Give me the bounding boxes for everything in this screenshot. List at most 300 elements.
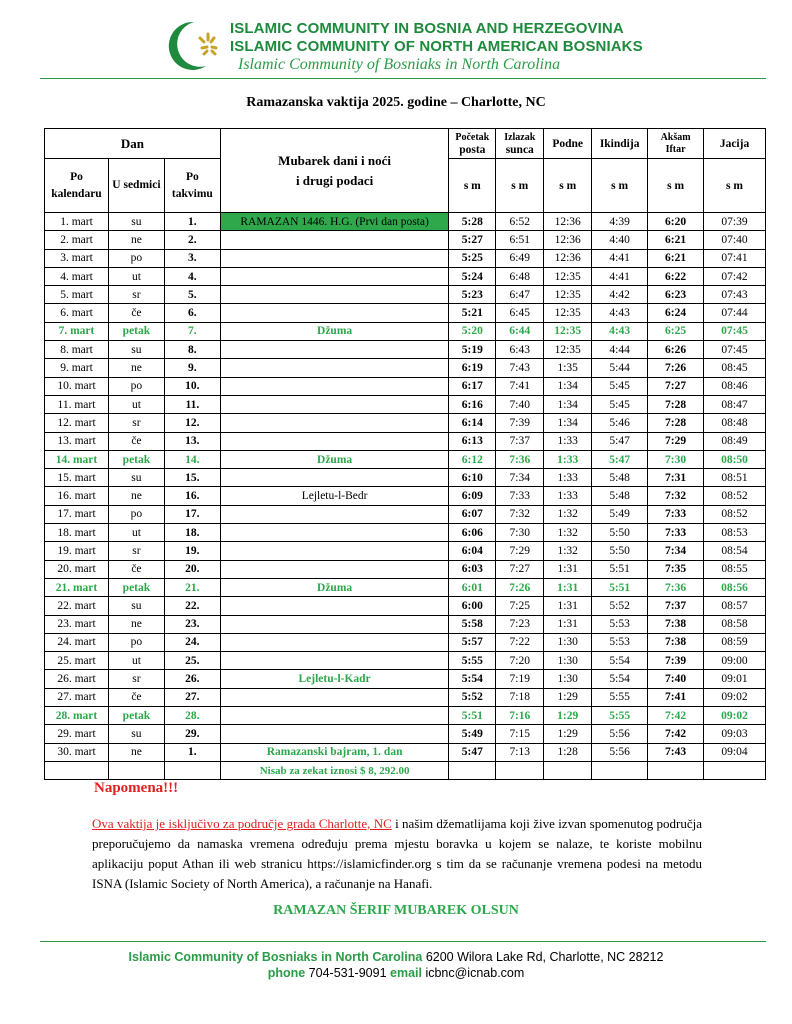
podne-cell: 1:29 [544,725,592,743]
sunrise-cell: 7:33 [496,487,544,505]
sunrise-cell: 7:29 [496,542,544,560]
table-row [45,213,766,231]
jacija-cell: 08:51 [704,469,766,487]
ikindija-cell: 5:50 [592,524,648,542]
header-u-sedmici: U sedmici [108,159,164,213]
sehur-cell: 5:58 [449,615,496,633]
takvim-cell: 6. [164,304,220,322]
aksam-cell: 7:33 [648,505,704,523]
sunrise-cell: 6:47 [496,286,544,304]
podne-cell: 1:31 [544,615,592,633]
takvim-cell: 27. [164,688,220,706]
jacija-cell: 08:54 [704,542,766,560]
event-cell [220,707,448,725]
podne-cell: 1:29 [544,688,592,706]
jacija-cell: 07:44 [704,304,766,322]
footer-phone: 704-531-9091 [305,966,390,980]
sunrise-cell: 6:49 [496,249,544,267]
weekday-cell: ne [108,359,164,377]
sunrise-cell: 6:52 [496,213,544,231]
podne-cell: 12:35 [544,267,592,285]
takvim-cell: 7. [164,322,220,340]
table-row [45,633,766,651]
weekday-cell: ne [108,487,164,505]
weekday-cell: petak [108,450,164,468]
event-cell [220,688,448,706]
podne-cell: 1:35 [544,359,592,377]
nisab-empty-3 [164,761,220,779]
podne-cell: 12:36 [544,249,592,267]
ikindija-cell: 5:53 [592,633,648,651]
aksam-cell: 7:38 [648,633,704,651]
jacija-cell: 08:52 [704,487,766,505]
jacija-cell: 09:02 [704,707,766,725]
nisab-empty-5 [496,761,544,779]
nisab-empty-9 [704,761,766,779]
takvim-cell: 21. [164,578,220,596]
sehur-cell: 6:06 [449,524,496,542]
sehur-cell: 5:21 [449,304,496,322]
sehur-cell: 6:10 [449,469,496,487]
takvim-cell: 20. [164,560,220,578]
takvim-cell: 8. [164,341,220,359]
footer-address: 6200 Wilora Lake Rd, Charlotte, NC 28212 [422,950,664,964]
jacija-cell: 09:01 [704,670,766,688]
event-cell [220,231,448,249]
event-cell [220,359,448,377]
jacija-cell: 09:00 [704,652,766,670]
jacija-cell: 08:49 [704,432,766,450]
table-row [45,304,766,322]
header-ikindija: Ikindija [592,129,648,159]
table-row [45,743,766,761]
crescent-logo-icon [156,16,226,74]
event-cell [220,469,448,487]
table-row [45,597,766,615]
takvim-cell: 23. [164,615,220,633]
sehur-cell: 6:14 [449,414,496,432]
takvim-cell: 1. [164,213,220,231]
podne-cell: 1:29 [544,707,592,725]
weekday-cell: sr [108,286,164,304]
event-cell [220,652,448,670]
aksam-cell: 7:33 [648,524,704,542]
weekday-cell: po [108,249,164,267]
jacija-cell: 08:57 [704,597,766,615]
letterhead [150,14,650,74]
table-row [45,578,766,596]
weekday-cell: če [108,560,164,578]
takvim-cell: 14. [164,450,220,468]
weekday-cell: petak [108,322,164,340]
event-cell: Lejletu-l-Bedr [220,487,448,505]
header-izlazak [496,129,544,159]
closing-greeting: RAMAZAN ŠERIF MUBAREK OLSUN [273,903,519,918]
ikindija-cell: 5:51 [592,578,648,596]
table-row [45,341,766,359]
header-sm-6: s m [704,159,766,213]
event-cell [220,615,448,633]
weekday-cell: če [108,688,164,706]
sehur-cell: 5:47 [449,743,496,761]
sehur-cell: 5:19 [449,341,496,359]
weekday-cell: petak [108,707,164,725]
footer-org: Islamic Community of Bosniaks in North Carolina [128,950,423,964]
vaktija-table [44,128,766,780]
sehur-cell: 6:09 [449,487,496,505]
weekday-cell: ne [108,231,164,249]
org-name-line2: ISLAMIC COMMUNITY OF NORTH AMERICAN BOSNIAKS [230,38,643,55]
weekday-cell: ut [108,395,164,413]
podne-cell: 1:30 [544,652,592,670]
sunrise-cell: 7:22 [496,633,544,651]
podne-cell: 12:36 [544,231,592,249]
sunrise-cell: 7:30 [496,524,544,542]
header-divider [40,78,766,79]
takvim-cell: 19. [164,542,220,560]
event-cell [220,542,448,560]
sehur-cell: 5:25 [449,249,496,267]
aksam-cell: 6:21 [648,249,704,267]
weekday-cell: sr [108,414,164,432]
sunrise-cell: 7:34 [496,469,544,487]
aksam-cell: 7:37 [648,597,704,615]
header-izlazak-l1: Izlazak [504,131,536,143]
table-row [45,670,766,688]
sunrise-cell: 7:26 [496,578,544,596]
sehur-cell: 5:52 [449,688,496,706]
event-cell [220,395,448,413]
table-row [45,414,766,432]
podne-cell: 1:30 [544,670,592,688]
jacija-cell: 08:47 [704,395,766,413]
header-dan: Dan [45,129,221,159]
takvim-cell: 24. [164,633,220,651]
table-row [45,450,766,468]
weekday-cell: ne [108,743,164,761]
ikindija-cell: 5:49 [592,505,648,523]
weekday-cell: sr [108,670,164,688]
table-row [45,359,766,377]
header-po-takvimu: Po takvimu [164,159,220,213]
event-cell [220,432,448,450]
ikindija-cell: 5:47 [592,432,648,450]
date-cell: 1. mart [45,213,109,231]
jacija-cell: 08:58 [704,615,766,633]
date-cell: 10. mart [45,377,109,395]
ikindija-cell: 5:56 [592,743,648,761]
date-cell: 2. mart [45,231,109,249]
event-cell: Ramazanski bajram, 1. dan [220,743,448,761]
event-cell: Džuma [220,450,448,468]
takvim-cell: 1. [164,743,220,761]
jacija-cell: 08:48 [704,414,766,432]
event-cell: RAMAZAN 1446. H.G. (Prvi dan posta) [220,213,448,231]
aksam-cell: 6:23 [648,286,704,304]
ikindija-cell: 4:44 [592,341,648,359]
ikindija-cell: 5:56 [592,725,648,743]
aksam-cell: 7:43 [648,743,704,761]
podne-cell: 1:32 [544,524,592,542]
header-pocetak-l2: posta [459,143,486,156]
ikindija-cell: 5:53 [592,615,648,633]
aksam-cell: 7:39 [648,652,704,670]
table-row [45,560,766,578]
table-row [45,286,766,304]
sunrise-cell: 6:44 [496,322,544,340]
event-cell [220,414,448,432]
date-cell: 19. mart [45,542,109,560]
table-row [45,469,766,487]
nisab-note: Nisab za zekat iznosi $ 8, 292.00 [220,761,448,779]
podne-cell: 1:31 [544,597,592,615]
header-aksam-l2: Iftar [665,143,686,155]
table-row [45,707,766,725]
sunrise-cell: 7:41 [496,377,544,395]
sehur-cell: 6:17 [449,377,496,395]
jacija-cell: 08:50 [704,450,766,468]
footer-address-line [0,950,792,964]
weekday-cell: po [108,505,164,523]
aksam-cell: 6:20 [648,213,704,231]
table-row [45,725,766,743]
podne-cell: 1:33 [544,469,592,487]
table-row [45,688,766,706]
takvim-cell: 13. [164,432,220,450]
sehur-cell: 6:04 [449,542,496,560]
sunrise-cell: 7:23 [496,615,544,633]
header-sm-3: s m [544,159,592,213]
event-cell [220,377,448,395]
sehur-cell: 5:54 [449,670,496,688]
weekday-cell: su [108,469,164,487]
takvim-cell: 5. [164,286,220,304]
sehur-cell: 5:51 [449,707,496,725]
podne-cell: 1:32 [544,542,592,560]
podne-cell: 1:33 [544,450,592,468]
weekday-cell: su [108,341,164,359]
sunrise-cell: 7:19 [496,670,544,688]
note-lead: Ova vaktija je isključivo za područje grada Charlotte, NC [92,816,392,831]
aksam-cell: 7:41 [648,688,704,706]
date-cell: 29. mart [45,725,109,743]
sunrise-cell: 7:36 [496,450,544,468]
takvim-cell: 26. [164,670,220,688]
ikindija-cell: 5:55 [592,707,648,725]
weekday-cell: su [108,213,164,231]
podne-cell: 12:35 [544,341,592,359]
weekday-cell: če [108,432,164,450]
podne-cell: 1:31 [544,560,592,578]
aksam-cell: 7:26 [648,359,704,377]
nisab-empty-8 [648,761,704,779]
ikindija-cell: 5:48 [592,469,648,487]
header-mubarek-line1: Mubarek dani i noći [278,152,391,168]
date-cell: 26. mart [45,670,109,688]
jacija-cell: 08:59 [704,633,766,651]
podne-cell: 1:34 [544,414,592,432]
jacija-cell: 08:53 [704,524,766,542]
event-cell: Džuma [220,578,448,596]
jacija-cell: 08:45 [704,359,766,377]
table-row [45,487,766,505]
header-pocetak [449,129,496,159]
ikindija-cell: 5:54 [592,670,648,688]
aksam-cell: 7:27 [648,377,704,395]
podne-cell: 1:34 [544,377,592,395]
date-cell: 27. mart [45,688,109,706]
aksam-cell: 7:28 [648,414,704,432]
ikindija-cell: 5:44 [592,359,648,377]
takvim-cell: 11. [164,395,220,413]
jacija-cell: 09:03 [704,725,766,743]
takvim-cell: 17. [164,505,220,523]
date-cell: 18. mart [45,524,109,542]
table-row [45,395,766,413]
weekday-cell: ut [108,652,164,670]
ikindija-cell: 5:51 [592,560,648,578]
nisab-empty-4 [449,761,496,779]
header-sm-1: s m [449,159,496,213]
footer-contact-line [0,966,792,980]
event-cell [220,249,448,267]
org-name-line1: ISLAMIC COMMUNITY IN BOSNIA AND HERZEGOVINA [230,20,624,37]
podne-cell: 1:31 [544,578,592,596]
weekday-cell: ne [108,615,164,633]
weekday-cell: su [108,597,164,615]
aksam-cell: 7:35 [648,560,704,578]
weekday-cell: petak [108,578,164,596]
header-izlazak-l2: sunca [505,143,534,156]
date-cell: 6. mart [45,304,109,322]
header-mubarek-line2: i drugi podaci [295,172,374,188]
footer-email-label: email [390,966,422,980]
ikindija-cell: 4:42 [592,286,648,304]
date-cell: 17. mart [45,505,109,523]
sehur-cell: 6:03 [449,560,496,578]
header-aksam [648,129,704,159]
vaktija-rows [45,213,766,762]
weekday-cell: sr [108,542,164,560]
sehur-cell: 5:20 [449,322,496,340]
jacija-cell: 08:52 [704,505,766,523]
date-cell: 15. mart [45,469,109,487]
takvim-cell: 12. [164,414,220,432]
sunrise-cell: 7:25 [496,597,544,615]
sunrise-cell: 6:51 [496,231,544,249]
aksam-cell: 7:36 [648,578,704,596]
header-sm-5: s m [648,159,704,213]
ikindija-cell: 5:55 [592,688,648,706]
table-row [45,652,766,670]
jacija-cell: 07:42 [704,267,766,285]
sunrise-cell: 7:37 [496,432,544,450]
jacija-cell: 09:02 [704,688,766,706]
event-cell [220,286,448,304]
date-cell: 21. mart [45,578,109,596]
takvim-cell: 29. [164,725,220,743]
table-row [45,432,766,450]
takvim-cell: 9. [164,359,220,377]
sehur-cell: 6:13 [449,432,496,450]
sunrise-cell: 6:48 [496,267,544,285]
date-cell: 25. mart [45,652,109,670]
ikindija-cell: 4:43 [592,322,648,340]
nisab-empty-1 [45,761,109,779]
table-row [45,615,766,633]
ikindija-cell: 5:52 [592,597,648,615]
footer-phone-label: phone [267,966,306,980]
jacija-cell: 07:45 [704,322,766,340]
date-cell: 8. mart [45,341,109,359]
date-cell: 23. mart [45,615,109,633]
podne-cell: 1:33 [544,487,592,505]
sehur-cell: 5:49 [449,725,496,743]
aksam-cell: 6:26 [648,341,704,359]
header-sm-4: s m [592,159,648,213]
date-cell: 13. mart [45,432,109,450]
header-mubarek [220,129,448,213]
event-cell [220,524,448,542]
event-cell [220,560,448,578]
ikindija-cell: 5:45 [592,395,648,413]
aksam-cell: 7:30 [648,450,704,468]
aksam-cell: 7:29 [648,432,704,450]
takvim-cell: 4. [164,267,220,285]
ikindija-cell: 5:46 [592,414,648,432]
sunrise-cell: 7:13 [496,743,544,761]
sehur-cell: 6:16 [449,395,496,413]
jacija-cell: 07:43 [704,286,766,304]
event-cell: Džuma [220,322,448,340]
jacija-cell: 08:56 [704,578,766,596]
sunrise-cell: 6:43 [496,341,544,359]
table-row [45,231,766,249]
date-cell: 5. mart [45,286,109,304]
jacija-cell: 09:04 [704,743,766,761]
event-cell [220,267,448,285]
sehur-cell: 6:12 [449,450,496,468]
takvim-cell: 16. [164,487,220,505]
ikindija-cell: 4:40 [592,231,648,249]
weekday-cell: ut [108,267,164,285]
ikindija-cell: 4:41 [592,249,648,267]
table-row [45,267,766,285]
takvim-cell: 10. [164,377,220,395]
nisab-empty-2 [108,761,164,779]
podne-cell: 12:36 [544,213,592,231]
sunrise-cell: 7:27 [496,560,544,578]
footer-divider [40,941,766,942]
note-text [92,814,702,894]
sehur-cell: 5:57 [449,633,496,651]
table-row [45,377,766,395]
jacija-cell: 07:41 [704,249,766,267]
podne-cell: 1:34 [544,395,592,413]
header-pocetak-l1: Početak [455,131,490,143]
sunrise-cell: 7:15 [496,725,544,743]
event-cell [220,505,448,523]
nisab-empty-7 [592,761,648,779]
header-jacija: Jacija [704,129,766,159]
aksam-cell: 7:38 [648,615,704,633]
aksam-cell: 6:25 [648,322,704,340]
footer-email: icbnc@icnab.com [421,966,525,980]
ikindija-cell: 4:43 [592,304,648,322]
sehur-cell: 5:28 [449,213,496,231]
note-heading: Napomena!!! [94,780,179,796]
sehur-cell: 5:23 [449,286,496,304]
